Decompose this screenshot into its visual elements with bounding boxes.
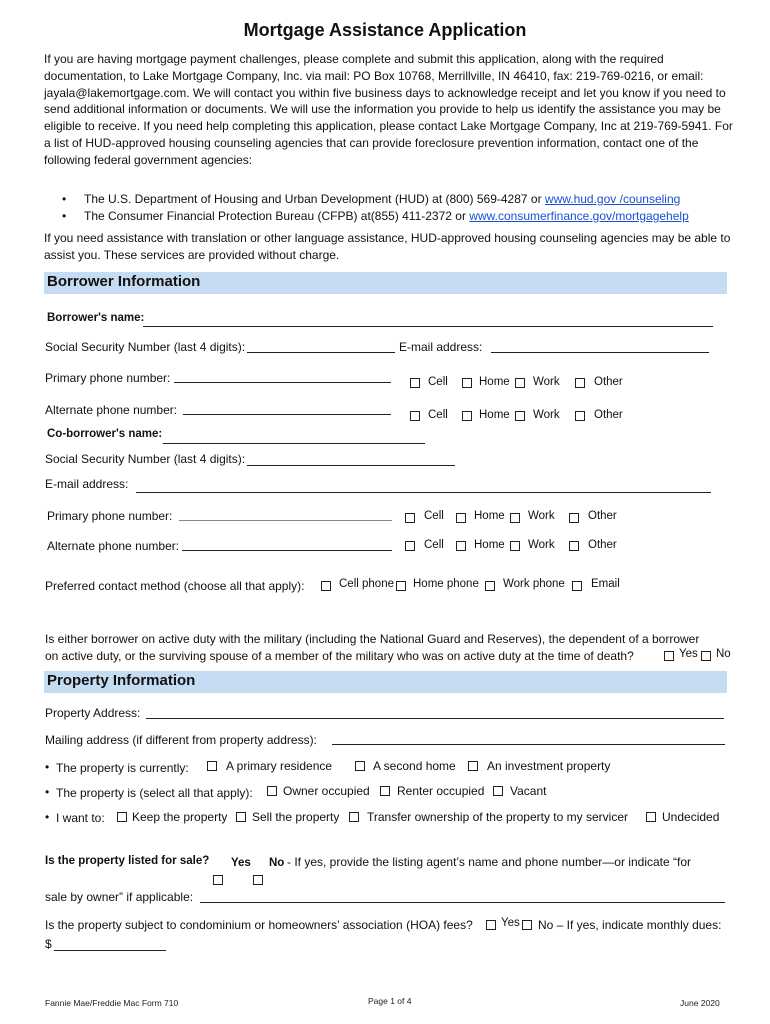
borrower-alt-work-checkbox[interactable] [515,411,525,421]
military-question: Is either borrower on active duty with the military (including the National Guard and Reserves), the dependent of a borrower [45,632,700,646]
phone-type-label: Work [533,376,560,388]
contact-work-checkbox[interactable] [485,581,495,591]
borrower-primary-phone-field[interactable] [174,382,391,383]
bullet-mark: • [45,760,50,774]
agency-cfpb-text: The Consumer Financial Protection Bureau (CFPB) at(855) 411-2372 or [84,209,470,223]
borrower-email-field[interactable] [491,352,709,353]
phone-type-label: Home [479,409,510,421]
borrower-primary-home-checkbox[interactable] [462,378,472,388]
phone-type-label: Home [479,376,510,388]
second-home-checkbox[interactable] [355,761,365,771]
currently-option-label: An investment property [487,759,611,773]
hoa-dollar-sign: $ [45,937,52,951]
listed-tail-line2: sale by owner” if applicable: [45,890,194,904]
contact-email-checkbox[interactable] [572,581,582,591]
hoa-no-checkbox[interactable] [522,920,532,930]
borrower-email-label: E-mail address: [399,340,483,354]
borrower-primary-other-checkbox[interactable] [575,378,585,388]
contact-option-label: Work phone [503,578,565,590]
mailing-address-label: Mailing address (if different from property address): [45,733,317,747]
hoa-yes-label: Yes [501,917,520,929]
want-option-label: Undecided [662,810,720,824]
coborrower-email-label: E-mail address: [45,477,129,491]
coborrower-name-label: Co-borrower's name: [47,428,163,440]
property-section-header [44,671,727,693]
contact-option-label: Email [591,578,620,590]
phone-type-label: Home [474,510,505,522]
property-is-label: The property is (select all that apply): [56,786,253,800]
phone-type-label: Other [588,539,617,551]
contact-option-label: Cell phone [339,578,394,590]
contact-method-label: Preferred contact method (choose all that apply): [45,579,305,593]
coborrower-ssn-field[interactable] [247,465,455,466]
translation-note: If you need assistance with translation or other language assistance, HUD-approved housing counseling agencies may be able to assist you. These services are provided without charge. [44,231,731,262]
agency-hud [84,192,680,206]
military-yes-checkbox[interactable] [664,651,674,661]
hoa-no-tail: No – If yes, indicate monthly dues: [538,918,722,932]
coborrower-alt-work-checkbox[interactable] [510,541,520,551]
agency-hud-text: The U.S. Department of Housing and Urban Development (HUD) at (800) 569-4287 or [84,192,545,206]
coborrower-alt-cell-checkbox[interactable] [405,541,415,551]
borrower-primary-work-checkbox[interactable] [515,378,525,388]
phone-type-label: Other [588,510,617,522]
borrower-alt-cell-checkbox[interactable] [410,411,420,421]
coborrower-primary-cell-checkbox[interactable] [405,513,415,523]
agency-bullet-1 [62,192,66,206]
contact-cell-checkbox[interactable] [321,581,331,591]
coborrower-primary-phone-label: Primary phone number: [47,509,173,523]
phone-type-label: Work [533,409,560,421]
property-address-field[interactable] [146,718,724,719]
currently-option-label: A second home [373,759,456,773]
property-is-option-label: Owner occupied [283,784,370,798]
hoa-dues-field[interactable] [54,950,166,951]
contact-option-label: Home phone [413,578,479,590]
want-option-label: Keep the property [132,810,228,824]
coborrower-alt-home-checkbox[interactable] [456,541,466,551]
footer-page-number: Page 1 of 4 [368,996,412,1006]
vacant-checkbox[interactable] [493,786,503,796]
borrower-alt-phone-label: Alternate phone number: [45,403,178,417]
agency-cfpb [84,209,689,223]
footer-date: June 2020 [680,998,720,1008]
contact-home-checkbox[interactable] [396,581,406,591]
coborrower-primary-work-checkbox[interactable] [510,513,520,523]
borrower-primary-phone-label: Primary phone number: [45,371,171,385]
borrower-alt-home-checkbox[interactable] [462,411,472,421]
coborrower-email-field[interactable] [136,492,711,493]
coborrower-alt-phone-label: Alternate phone number: [47,539,180,553]
borrower-section-title: Borrower Information [47,273,201,290]
listed-yes-label: Yes [231,857,251,869]
cfpb-link[interactable]: www.consumerfinance.gov/mortgagehelp [469,209,689,223]
listed-no-checkbox[interactable] [253,875,263,885]
sell-property-checkbox[interactable] [236,812,246,822]
listing-agent-field[interactable] [200,902,725,903]
agency-bullet-2 [62,209,66,223]
phone-type-label: Cell [428,376,448,388]
primary-residence-checkbox[interactable] [207,761,217,771]
bullet-mark: • [62,192,67,206]
military-question-line2: on active duty, or the surviving spouse of a member of the military who was on active duty at the time of death? [45,649,634,663]
coborrower-primary-phone-field[interactable] [179,520,392,521]
borrower-alt-phone-field[interactable] [183,414,391,415]
coborrower-primary-home-checkbox[interactable] [456,513,466,523]
investment-property-checkbox[interactable] [468,761,478,771]
phone-type-label: Cell [424,539,444,551]
borrower-name-field[interactable] [143,326,713,327]
bullet-mark: • [45,785,50,799]
property-address-label: Property Address: [45,706,141,720]
listed-no-label: No [269,857,285,869]
military-no-checkbox[interactable] [701,651,711,661]
borrower-primary-cell-checkbox[interactable] [410,378,420,388]
renter-occupied-checkbox[interactable] [380,786,390,796]
coborrower-primary-other-checkbox[interactable] [569,513,579,523]
phone-type-label: Cell [424,510,444,522]
bullet-mark: • [62,209,67,223]
military-no-label: No [716,648,731,660]
borrower-ssn-label: Social Security Number (last 4 digits): [45,340,246,354]
keep-property-checkbox[interactable] [117,812,127,822]
bullet-mark: • [45,810,50,824]
borrower-ssn-field[interactable] [247,352,395,353]
property-is-bullet [45,785,49,799]
military-yes-label: Yes [679,648,698,660]
intro-paragraph: If you are having mortgage payment challenges, please complete and submit this application, along with the required documentation, to Lake Mortgage Company, Inc. via mail: PO Box 10768, Merrillville, IN 46410, fax: 219-769-0216, or email: jayala@lakemortgage.com. We will contact you within five business days to acknowledge receipt and let you know if you need to send additional information or documents. We will use the information you provide to help us identify the assistance you may be eligible to receive. If you need help completing this application, please contact Lake Mortgage Company, Inc at 219-769-5941. For a list of HUD-approved housing counseling agencies that can provide foreclosure prevention information, contact one of the following federal government agencies: [44,52,733,167]
coborrower-alt-phone-field[interactable] [182,550,392,551]
phone-type-label: Other [594,409,623,421]
currently-option-label: A primary residence [226,759,333,773]
borrower-alt-other-checkbox[interactable] [575,411,585,421]
want-to-label: I want to: [56,811,105,825]
phone-type-label: Cell [428,409,448,421]
phone-type-label: Work [528,510,555,522]
property-is-option-label: Vacant [510,784,547,798]
want-option-label: Transfer ownership of the property to my servicer [367,810,628,824]
hud-link[interactable]: www.hud.gov /counseling [544,192,681,206]
phone-type-label: Other [594,376,623,388]
property-currently-label: The property is currently: [56,761,189,775]
hoa-yes-checkbox[interactable] [486,920,496,930]
property-currently-bullet [45,760,49,774]
undecided-checkbox[interactable] [646,812,656,822]
property-section-title: Property Information [47,672,196,689]
page-title: Mortgage Assistance Application [243,20,527,40]
mailing-address-field[interactable] [332,744,725,745]
transfer-ownership-checkbox[interactable] [349,812,359,822]
borrower-name-label: Borrower's name: [47,312,145,324]
borrower-section-header [44,272,727,294]
coborrower-name-field[interactable] [163,443,425,444]
want-option-label: Sell the property [252,810,340,824]
phone-type-label: Work [528,539,555,551]
want-to-bullet [45,810,49,824]
listed-tail: - If yes, provide the listing agent’s name and phone number—or indicate “for [287,855,692,869]
coborrower-ssn-label: Social Security Number (last 4 digits): [45,452,246,466]
hoa-question: Is the property subject to condominium or homeowners’ association (HOA) fees? [45,918,473,932]
footer-form-name: Fannie Mae/Freddie Mac Form 710 [45,998,179,1008]
listed-yes-checkbox[interactable] [213,875,223,885]
property-is-option-label: Renter occupied [397,784,485,798]
listed-question: Is the property listed for sale? [45,855,210,867]
phone-type-label: Home [474,539,505,551]
owner-occupied-checkbox[interactable] [267,786,277,796]
coborrower-alt-other-checkbox[interactable] [569,541,579,551]
